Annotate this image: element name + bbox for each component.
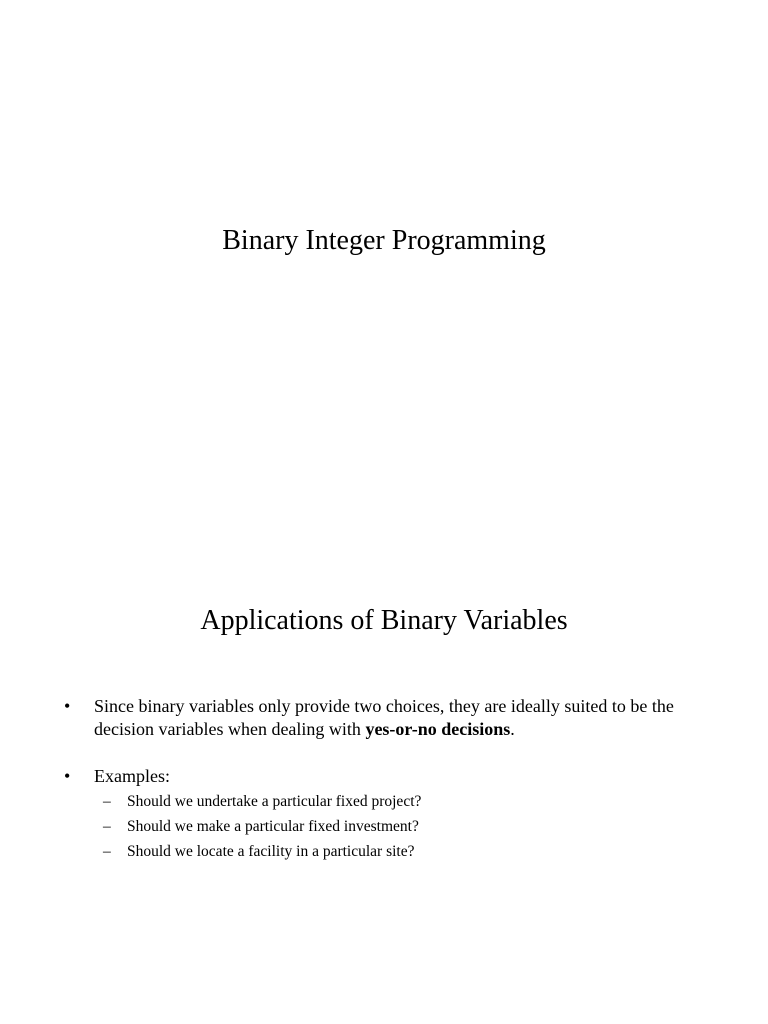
- page-title: Binary Integer Programming: [222, 225, 546, 256]
- bullet-text: [94, 695, 704, 741]
- bullet-text-start: Since binary variables only provide two choices, they are ideally suited to be the decision variables when dealing with: [94, 696, 674, 739]
- bullet-bold-text: yes-or-no decisions: [365, 719, 511, 739]
- sub-item-text: Should we undertake a particular fixed project?: [127, 793, 422, 810]
- dash-marker: –: [103, 818, 111, 835]
- bullet-text-end: .: [510, 719, 515, 739]
- sub-item-text: Should we locate a facility in a particular site?: [127, 843, 415, 860]
- bullet-marker: •: [64, 766, 71, 786]
- dash-marker: –: [103, 793, 111, 810]
- dash-marker: –: [103, 843, 111, 860]
- bullet-text: Examples:: [94, 766, 170, 786]
- bullet-marker: •: [64, 696, 71, 716]
- sub-item-text: Should we make a particular fixed investment?: [127, 818, 419, 835]
- section-title: Applications of Binary Variables: [200, 605, 568, 636]
